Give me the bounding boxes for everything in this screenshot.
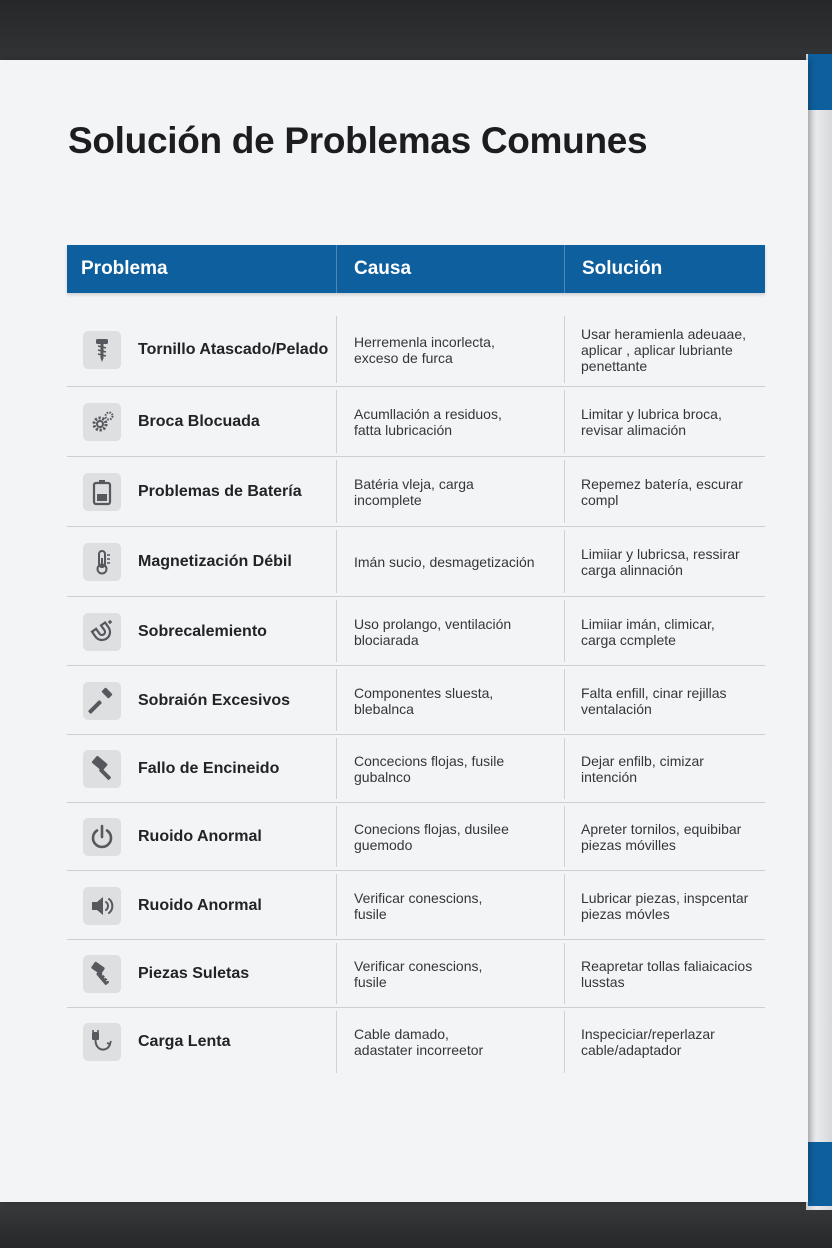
cause-text: incomplete (354, 492, 422, 508)
solution-text: aplicar , aplicar lubriante (581, 342, 733, 358)
cause-text: Verificar conescions, (354, 958, 483, 974)
table-row (67, 666, 765, 735)
table-row (67, 597, 765, 666)
column-divider (564, 738, 565, 799)
solution-text: Dejar enfilb, cimizar (581, 753, 704, 769)
bolt-icon (83, 955, 121, 993)
magnet-icon (83, 613, 121, 651)
cause-text: Verificar conescions, (354, 889, 483, 906)
cause-text: adastater incorreetor (354, 1042, 484, 1058)
problem-label: Sobrecalemiento (138, 622, 267, 640)
cause-text: guemodo (354, 837, 413, 853)
column-divider (336, 600, 337, 662)
table-header (67, 245, 765, 293)
document-page (0, 60, 808, 1202)
column-divider (336, 1011, 337, 1073)
solution-text: Lubricar piezas, inspcentar (581, 889, 749, 906)
column-divider (336, 460, 337, 523)
problem-label: Sobraión Excesivos (138, 691, 291, 709)
edge-accent-top (808, 54, 832, 110)
solution-text: Reapretar tollas faliaicacios (581, 958, 753, 974)
problem-label: Fallo de Encineido (138, 760, 280, 777)
column-divider (564, 460, 565, 523)
header-solution: Solución (582, 258, 663, 279)
battery-icon (83, 473, 121, 511)
cause-text: Uso prolango, ventilación (354, 615, 512, 632)
hammer-icon (83, 682, 121, 720)
header-problem: Problema (81, 258, 168, 279)
cause-text: gubalnco (354, 769, 411, 785)
header-divider (564, 245, 565, 293)
solution-text: Inspeciciar/reperlazar (581, 1026, 715, 1042)
solution-text: piezas móvles (581, 905, 670, 922)
solution-text: ventalación (581, 700, 652, 717)
cause-text: Herremenla incorlecta, (354, 334, 495, 350)
edge-accent-bottom (808, 1142, 832, 1206)
mallet-icon (83, 750, 121, 788)
solution-text: intención (581, 769, 638, 785)
table-row (67, 940, 765, 1008)
thermometer-icon (83, 543, 121, 581)
solution-text: carga ccmplete (581, 631, 676, 648)
screw-icon (83, 331, 121, 369)
solution-text: Usar heramienla adeuaae, (581, 326, 746, 342)
column-divider (336, 738, 337, 799)
cause-text: fatta lubricación (354, 422, 453, 438)
solution-text: penettante (581, 358, 648, 374)
power-icon (83, 818, 121, 856)
cause-text: blociarada (354, 631, 419, 648)
column-divider (564, 874, 565, 936)
solution-text: Limiiar y lubricsa, ressirar (581, 546, 740, 562)
cause-text: Componentes sluesta, (354, 684, 494, 701)
header-cause: Causa (354, 258, 412, 279)
page-edge (806, 54, 832, 1210)
problem-label: Magnetización Débil (138, 553, 292, 570)
charger-plug-icon (83, 1023, 121, 1061)
page-title: Solución de Problemas Comunes (68, 120, 648, 161)
solution-text: Limiiar imán, climicar, (581, 615, 715, 632)
column-divider (564, 530, 565, 593)
problem-label: Piezas Suletas (138, 965, 250, 982)
table-row (67, 735, 765, 803)
cause-text: blebalnca (354, 700, 414, 717)
table-row (67, 871, 765, 940)
header-divider (336, 245, 337, 293)
column-divider (336, 874, 337, 936)
cause-text: fusile (354, 905, 387, 922)
background-bottom (0, 1200, 832, 1248)
column-divider (564, 943, 565, 1004)
solution-text: cable/adaptador (581, 1042, 682, 1058)
solution-text: Limitar y lubrica broca, (581, 406, 722, 422)
cause-text: Cable damado, (354, 1026, 449, 1042)
problem-label: Tornillo Atascado/Pelado (138, 341, 329, 358)
cause-text: Conecions flojas, dusilee (354, 821, 509, 837)
background-top (0, 0, 832, 62)
cause-text: exceso de furca (354, 350, 453, 366)
table-row (67, 1008, 765, 1076)
gears-icon (83, 403, 121, 441)
column-divider (564, 1011, 565, 1073)
column-divider (564, 600, 565, 662)
solution-text: Repemez batería, escurar (581, 476, 743, 492)
cause-text: fusile (354, 974, 387, 990)
column-divider (336, 530, 337, 593)
cause-text: Acumllación a residuos, (354, 406, 502, 422)
column-divider (336, 806, 337, 867)
column-divider (336, 316, 337, 383)
table-row (67, 387, 765, 457)
table-row (67, 527, 765, 597)
table-row (67, 803, 765, 871)
solution-text: lusstas (581, 974, 625, 990)
cause-text: Imán sucio, desmagetización (354, 554, 535, 570)
table-row (67, 313, 765, 387)
column-divider (336, 390, 337, 453)
solution-text: Falta enfill, cinar rejillas (581, 684, 727, 701)
problem-label: Problemas de Batería (138, 483, 302, 500)
problem-label: Ruoido Anormal (138, 828, 262, 845)
column-divider (564, 806, 565, 867)
solution-text: compl (581, 492, 619, 508)
cause-text: Batéria vleja, carga (354, 476, 474, 492)
column-divider (564, 390, 565, 453)
solution-text: revisar alimación (581, 422, 687, 438)
column-divider (564, 669, 565, 731)
solution-text: Apreter tornilos, equibibar (581, 821, 742, 837)
solution-text: piezas móvilles (581, 837, 676, 853)
table-row (67, 457, 765, 527)
column-divider (564, 316, 565, 383)
problem-label: Carga Lenta (138, 1033, 231, 1050)
cause-text: Concecions flojas, fusile (354, 753, 505, 769)
speaker-icon (83, 887, 121, 925)
problem-label: Broca Blocuada (138, 413, 260, 430)
problem-label: Ruoido Anormal (138, 896, 262, 914)
solution-text: carga alinnación (581, 562, 683, 578)
column-divider (336, 943, 337, 1004)
column-divider (336, 669, 337, 731)
